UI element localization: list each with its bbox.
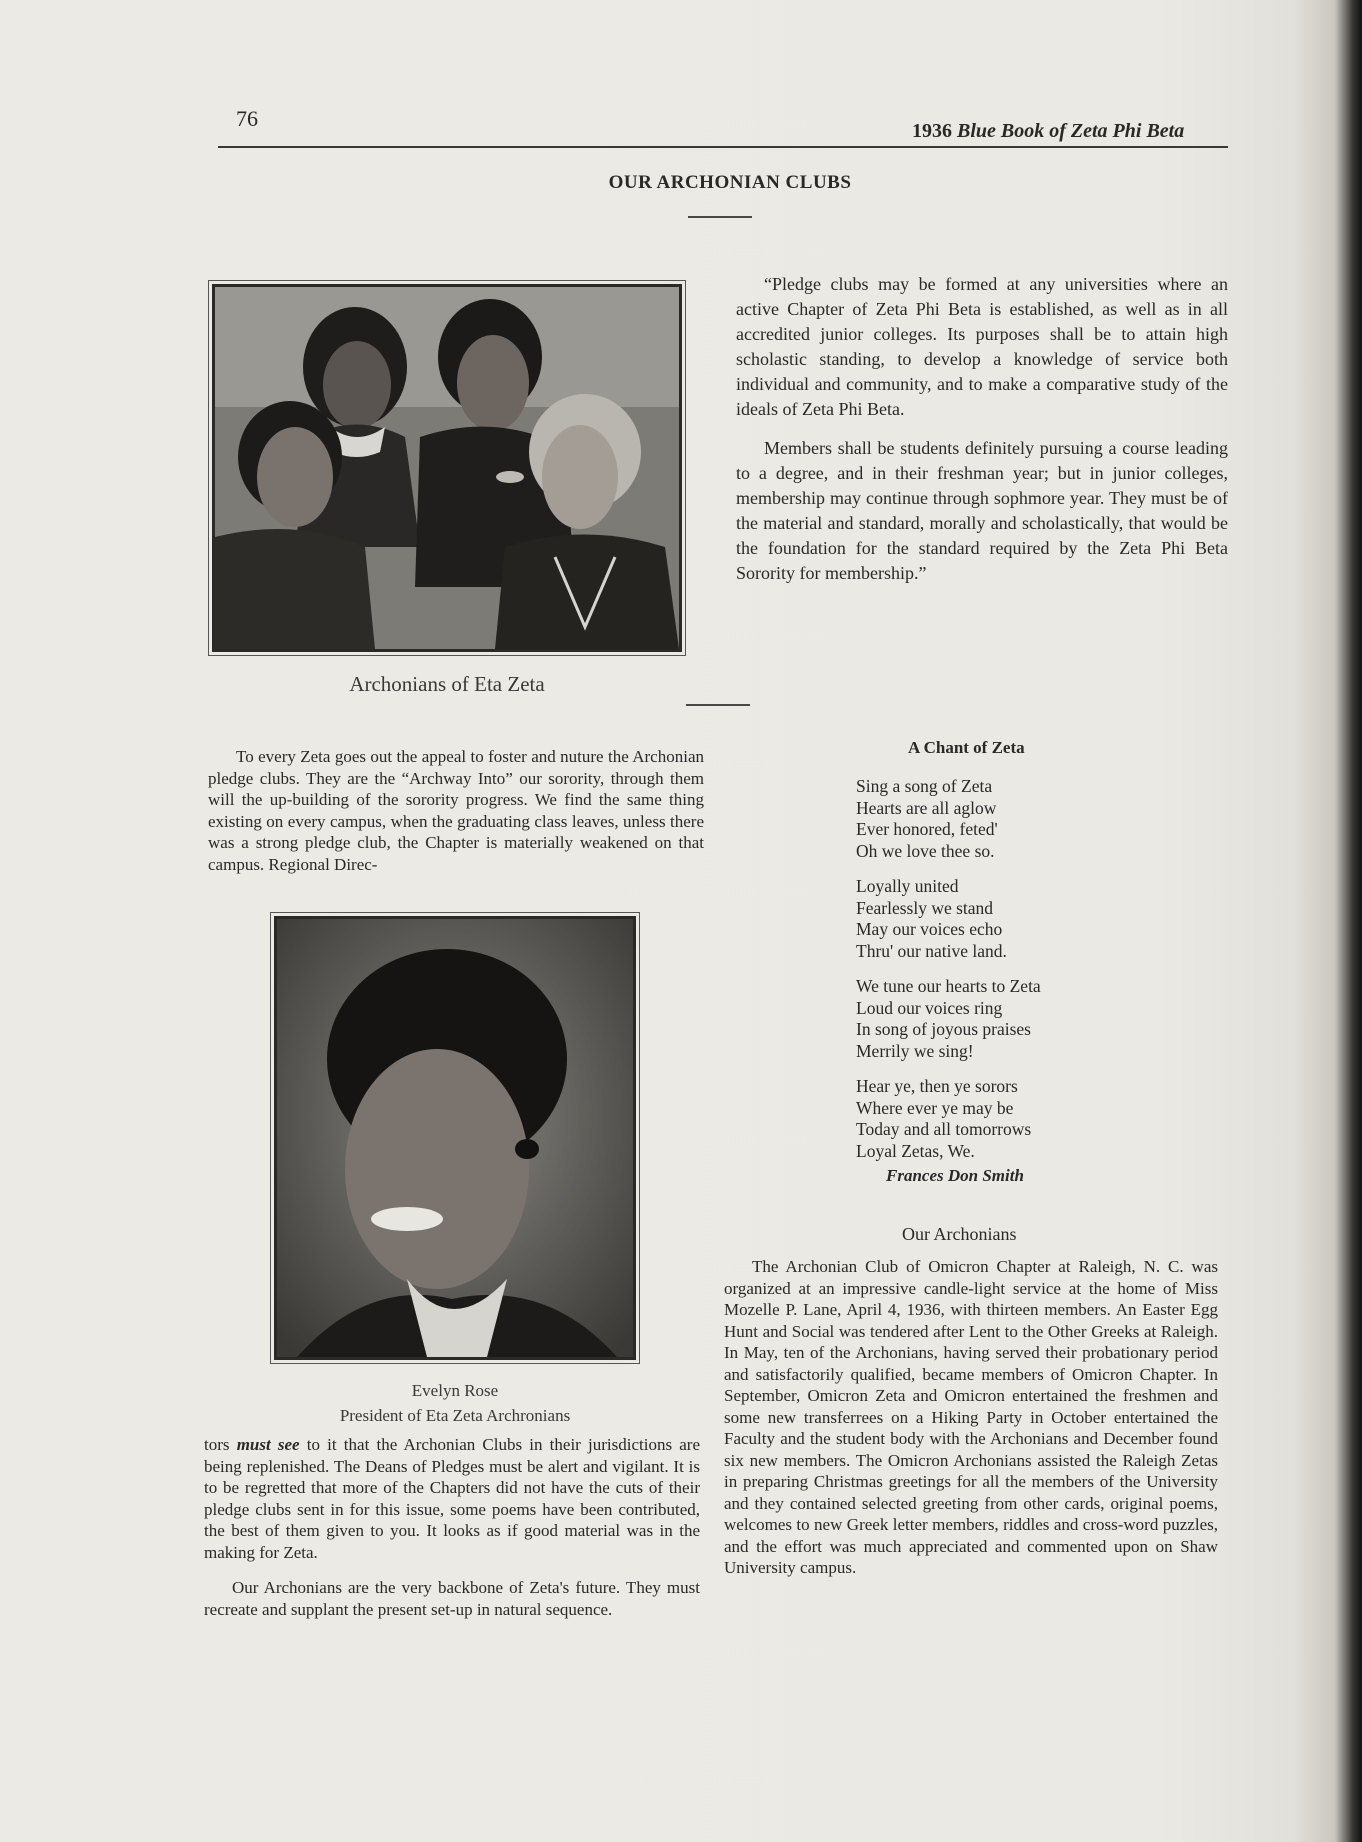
our-archonians-heading: Our Archonians [902,1224,1017,1244]
header-publication: Blue Book of Zeta Phi Beta [957,120,1185,142]
quote-paragraph: Members shall be students definitely pursuing a course leading to a degree, and in their freshman year; but in junior colleges, membership may continue through sophmore year. They must be of the material and standard, morally and scholastically, that would be the foundation for the standard required by the Zeta Phi Beta Sorority for membership.” [736,438,1228,583]
poem-line: Hear ye, then ye sorors [856,1076,1018,1096]
poem-line: Merrily we sing! [856,1040,974,1061]
poem-line: Oh we love thee so. [856,840,995,861]
continued-lead: tors [204,1435,237,1454]
group-photo-image [215,287,679,649]
section-divider [686,704,750,706]
continued-paragraph [204,1434,700,1563]
our-archonians-text [724,1256,1218,1593]
poem-line: Hearts are all aglow [856,797,997,818]
continued-emphasis: must see [236,1435,300,1454]
poem-line: Where ever ye may be [856,1097,1014,1118]
portrait-title: President of Eta Zeta Archronians [339,1406,571,1425]
continued-text [204,1434,700,1634]
poem-stanza [856,976,1041,1062]
page-number: 76 [236,106,258,131]
portrait-image [277,919,633,1357]
poem-line: Loyal Zetas, We. [856,1140,975,1161]
intro-text [208,746,704,889]
portrait-name: Evelyn Rose [411,1381,499,1400]
poem-line: In song of joyous praises [856,1019,1031,1039]
portrait-photo [274,916,636,1360]
poem-line: Sing a song of Zeta [856,776,993,796]
header-rule [218,146,1228,148]
poem-line: Thru' our native land. [856,940,1007,961]
group-photo [212,284,682,652]
pledge-club-quote [736,272,1228,600]
poem-title: A Chant of Zeta [908,738,1025,757]
poem-stanza [856,776,1041,862]
continued-rest: to it that the Archonian Clubs in their jurisdictions are being replenished. The Deans of Pledges must be alert and vigilant. It is to be regretted that more of the Chapters did not have the cuts of their pledge clubs sent in for this issue, some poems have been contributed, the best of them given to you. It looks as if good material was in the making for Zeta. [204,1435,700,1562]
poem-line: May our voices echo [856,919,1003,939]
poem-stanza [856,876,1041,962]
poem [856,776,1041,1176]
poem-line: Today and all tomorrows [856,1119,1032,1139]
page-title: OUR ARCHONIAN CLUBS [608,172,852,193]
title-divider [688,216,752,218]
poem-line: Loyally united [856,876,959,896]
running-header [912,120,1184,143]
poem-line: Fearlessly we stand [856,897,994,918]
poem-line: We tune our hearts to Zeta [856,976,1041,996]
poem-stanza [856,1076,1041,1162]
poem-author: Frances Don Smith [886,1166,1024,1185]
poem-line: Loud our voices ring [856,997,1003,1018]
header-year: 1936 [912,120,952,142]
our-archonians-paragraph: The Archonian Club of Omicron Chapter at Raleigh, N. C. was organized at an impressive candle-light service at the home of Miss Mozelle P. Lane, April 4, 1936, with thirteen members. An Easter Egg Hunt and Social was tendered after Lent to the Other Greeks at Raleigh. In May, ten of the Archonians, having served their probationary period and satisfactorily qualified, became members of Omicron Chapter. In September, Omicron Zeta and Omicron entertained the freshmen and some new transferrees on a Hiking Party in October entertained the Faculty and the student body with the Archonians and December found six new members. The Omicron Archonians assisted the Raleigh Zetas in preparing Christmas greetings for all the members of the University and they contained selected greeting from other cards, original poems, welcomes to new Greek letter members, riddles and cross-word puzzles, and the effort was much appreciated and commented upon on Shaw University campus. [724,1257,1218,1577]
intro-paragraph: To every Zeta goes out the appeal to foster and nuture the Archonian pledge clubs. They are the “Archway Into” our sorority, through them will the up-building of the sorority progress. We find the same thing existing on every campus, when the graduating class leaves, unless there was a strong pledge club, the Chapter is materially weakened on that campus. Regional Direc- [208,747,704,874]
backbone-paragraph: Our Archonians are the very backbone of Zeta's future. They must recreate and supplant the present set-up in natural sequence. [204,1578,700,1619]
group-photo-caption: Archonians of Eta Zeta [349,672,545,696]
portrait-caption [280,1378,630,1428]
poem-line: Ever honored, feted' [856,819,998,839]
quote-paragraph: “Pledge clubs may be formed at any universities where an active Chapter of Zeta Phi Beta is established, as well as in all accredited junior colleges. Its purposes shall be to attain high scholastic standing, to develop a knowledge of service both individual and community, and to make a comparative study of the ideals of Zeta Phi Beta. [736,274,1228,419]
